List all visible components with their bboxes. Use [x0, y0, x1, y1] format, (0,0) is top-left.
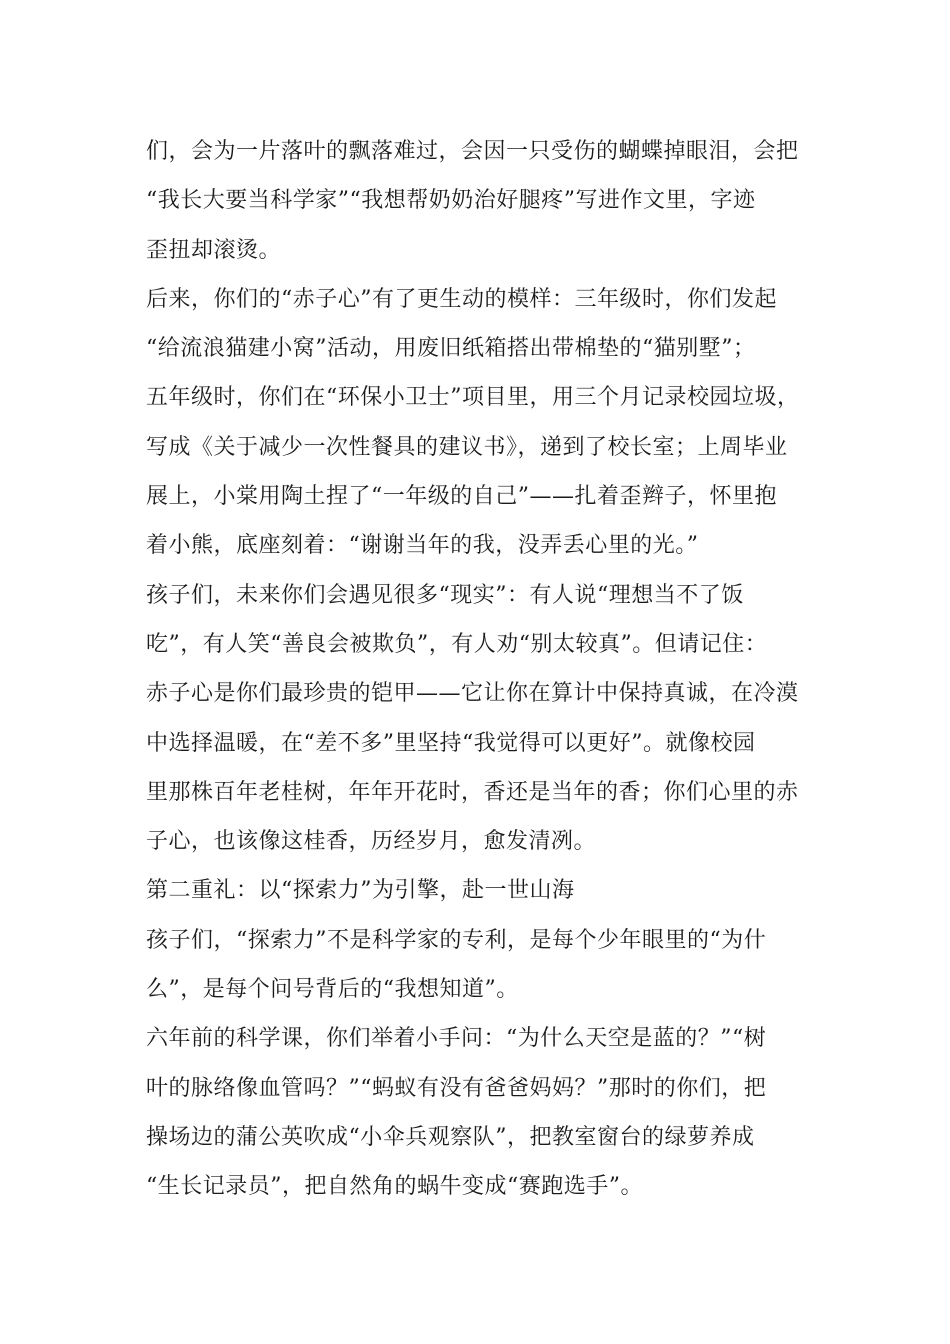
text-line: 展上，小棠用陶土捏了“一年级的自己”——扎着歪辫子，怀里抱	[146, 484, 777, 510]
text-line: “生长记录员”，把自然角的蜗牛变成“赛跑选手”。	[146, 1174, 643, 1200]
text-line: 写成《关于减少一次性餐具的建议书》，递到了校长室；上周毕业	[146, 434, 788, 460]
text-line: “给流浪猫建小窝”活动，用废旧纸箱搭出带棉垫的“猫别墅”；	[146, 336, 756, 362]
body-text	[146, 127, 836, 1212]
text-line: 孩子们，“探索力”不是科学家的专利，是每个少年眼里的“为什	[146, 927, 767, 953]
text-line: 着小熊，底座刻着：“谢谢当年的我，没弄丢心里的光。”	[146, 533, 699, 559]
text-line: 六年前的科学课，你们举着小手问：“为什么天空是蓝的？”“树	[146, 1026, 767, 1052]
text-line: 后来，你们的“赤子心”有了更生动的模样：三年级时，你们发起	[146, 286, 777, 312]
text-line: 子心，也该像这桂香，历经岁月，愈发清冽。	[146, 829, 597, 855]
text-line: 歪扭却滚烫。	[146, 237, 282, 263]
text-line: 吃”，有人笑“善良会被欺负”，有人劝“别太较真”。但请记住：	[146, 631, 768, 657]
text-line: 里那株百年老桂树，年年开花时，香还是当年的香；你们心里的赤	[146, 779, 799, 805]
section-heading: 第二重礼：以“探索力”为引擎，赴一世山海	[146, 878, 575, 904]
text-line: 叶的脉络像血管吗？”“蚂蚁有没有爸爸妈妈？”那时的你们，把	[146, 1075, 767, 1101]
text-line: 们，会为一片落叶的飘落难过，会因一只受伤的蝴蝶掉眼泪，会把	[146, 139, 799, 164]
text-line: 中选择温暖，在“差不多”里坚持“我觉得可以更好”。就像校园	[146, 730, 756, 756]
text-line: 孩子们，未来你们会遇见很多“现实”：有人说“理想当不了饭	[146, 582, 744, 608]
text-line: 操场边的蒲公英吹成“小伞兵观察队”，把教室窗台的绿萝养成	[146, 1124, 755, 1150]
text-line: 么”，是每个问号背后的“我想知道”。	[146, 977, 519, 1003]
text-line: “我长大要当科学家”“我想帮奶奶治好腿疼”写进作文里，字迹	[146, 188, 756, 214]
text-line: 五年级时，你们在“环保小卫士”项目里，用三个月记录校园垃圾，	[146, 385, 800, 411]
text-line: 赤子心是你们最珍贵的铠甲——它让你在算计中保持真诚，在冷漠	[146, 681, 799, 707]
